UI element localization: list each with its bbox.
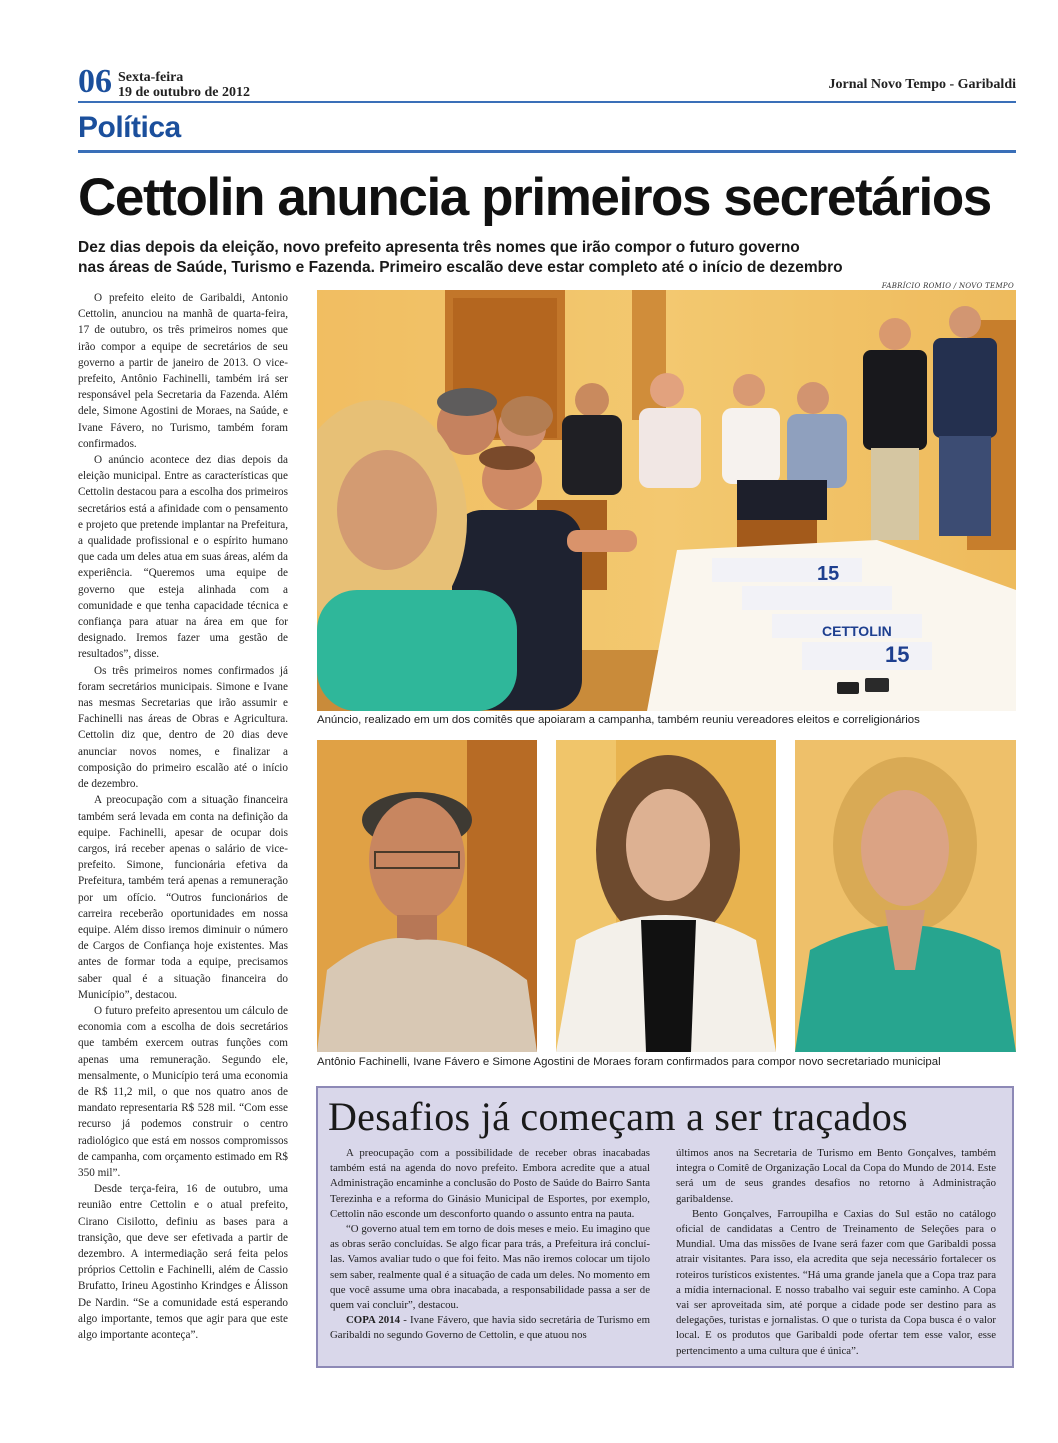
edition-date bbox=[118, 70, 250, 100]
main-photo bbox=[317, 290, 1016, 711]
copa-lead: COPA 2014 bbox=[346, 1314, 400, 1327]
portrait-moraes bbox=[795, 740, 1016, 1052]
copa-text: - Ivane Fávero, que havia sido secretária de Turismo em Garibaldi no segundo Governo de Cettolin, e que atuou nos bbox=[330, 1314, 651, 1342]
article-body bbox=[78, 290, 288, 1343]
standfirst-line-1: Dez dias depois da eleição, novo prefeito apresenta três nomes que irão compor o futuro governo bbox=[78, 239, 800, 256]
body-paragraph: Desde terça-feira, 16 de outubro, uma reunião entre Cettolin e o atual prefeito, Cirano Cisilotto, definiu as bases para a transição, que deve ser efetivada a partir de dezembro. A intermediação será feita pelos próprios Cettolin e Fachinelli, além de Cassio Brufatto, Irineu Agostinho Krindges e Álisson De Nardin. “Se a comunidade está esperando algo importante, temos que agir para que este algo importante aconteça”. bbox=[78, 1183, 288, 1341]
publication-name: Jornal Novo Tempo - Garibaldi bbox=[828, 77, 1016, 92]
body-paragraph: O futuro prefeito apresentou um cálculo de economia com a escolha de dois secretários que também exercem outras funções com apenas uma remuneração. Segundo ele, mensalmente, o Município terá uma economia de R$ 11,2 mil, o que nos quatro anos de mandato representaria R$ 528 mil. “Com esse recurso já podemos construir o centro radiológico que está em nossos compromissos de campanha, com orçamento estimado em R$ 350 mil”. bbox=[78, 1004, 288, 1179]
sidebar-paragraph: “O governo atual tem em torno de dois meses e meio. Eu imagino que as obras serão concluídas. Se algo ficar para trás, a Prefeitura irá concluí-las. Vamos avaliar tudo o que foi feito. Mas não iremos colocar um tijolo sem saber, realmente qual é a situação de cada um deles. No momento em que você assume uma obra inacabada, a responsabilidade passa a ser de quem vai concluir”, destacou. bbox=[330, 1223, 650, 1312]
meeting-scene bbox=[317, 290, 1016, 711]
body-paragraph: Os três primeiros nomes confirmados já foram secretários municipais. Simone e Ivane nas mesmas Secretarias que irão assumir e Fachinelli nas áreas de Obras e Agricultura. Cettolin diz que, dentro de 20 dias deve anunciar novos nomes, e finalizar a composição do primeiro escalão até o início de dezembro. bbox=[78, 664, 288, 791]
poster-name: CETTOLIN bbox=[822, 623, 892, 639]
body-paragraph: O prefeito eleito de Garibaldi, Antonio Cettolin, anunciou na manhã de quarta-feira, 17 de outubro, os três primeiros nomes que irão compor a equipe de secretários de seu governo a partir de janeiro de 2013. O vice-prefeito, Antônio Fachinelli, também irá ser responsável pela Secretaria da Fazenda. Além dele, Simone Agostini de Moraes, na Saúde, e Ivane Fávero, no Turismo, também foram confirmados. bbox=[78, 292, 288, 450]
photo-credit: FABRÍCIO ROMIO / NOVO TEMPO bbox=[881, 282, 1014, 290]
sidebar-paragraph bbox=[330, 1313, 650, 1343]
sidebar-title: Desafios já começam a ser traçados bbox=[328, 1094, 908, 1139]
sidebar-paragraph: últimos anos na Secretaria de Turismo em Bento Gonçalves, também integra o Comitê de Organização Local da Copa do Mundo de 2014. Este será um de seus grandes desafios no retorno à Administração garibaldense. bbox=[676, 1147, 996, 1205]
body-paragraph: O anúncio acontece dez dias depois da eleição municipal. Entre as características que Cettolin destacou para a escolha dos primeiros secretários está a afinidade com o pensamento e projeto que pretende implantar na Prefeitura, a qualidade profissional e o espírito humano que cada um deles atua em suas áreas, além da experiência. “Queremos uma equipe de governo que esteja alinhada com a comunidade e que tenha capacidade técnica e confiança para atuar na área em que for designado. Iremos fazer uma gestão de resultados”, disse. bbox=[78, 454, 288, 661]
weekday: Sexta-feira bbox=[118, 70, 184, 85]
portrait-woman-green bbox=[795, 740, 1016, 1052]
standfirst-line-2: nas áreas de Saúde, Turismo e Fazenda. Primeiro escalão deve estar completo até o início de dezembro bbox=[78, 258, 843, 276]
portrait-fachinelli bbox=[317, 740, 537, 1052]
section-title: Política bbox=[78, 111, 181, 144]
portrait-man bbox=[317, 740, 537, 1052]
poster-number: 15 bbox=[885, 642, 910, 667]
page-number: 06 bbox=[78, 63, 112, 100]
header-rule bbox=[78, 101, 1016, 103]
portraits-caption: Antônio Fachinelli, Ivane Fávero e Simone Agostini de Moraes foram confirmados para compor novo secretariado municipal bbox=[317, 1056, 941, 1068]
headline: Cettolin anuncia primeiros secretários bbox=[78, 168, 991, 227]
body-paragraph: A preocupação com a situação financeira também será levada em conta na definição da equipe. Fachinelli, apesar de ocupar dois cargos, irá receber apenas o salário de vice-prefeito. Simone, funcionária efetiva da Prefeitura, também terá apenas a remuneração por um ofício. “Outros funcionários de carreira receberão oportunidades em nossa equipe. Além disso iremos diminuir o número de Cargos de Confiança hoje existentes. Mas antes de formar toda a equipe, precisamos saber qual é a situação financeira do Município”, destacou. bbox=[78, 794, 288, 1001]
sidebar-paragraph: A preocupação com a possibilidade de receber obras inacabadas também está na agenda do novo prefeito. Embora acredite que a atual Administração encaminhe a conclusão do Posto de Saúde do Bairro Santa Terezinha e a reforma do Ginásio Municipal de Esportes, por exemplo, Cettolin não esconde um desconforto quando o assunto entra na pauta. bbox=[330, 1147, 650, 1220]
portrait-favero bbox=[556, 740, 776, 1052]
sidebar-column-2 bbox=[676, 1146, 996, 1359]
sidebar-column-1 bbox=[330, 1146, 650, 1344]
poster-number: 15 bbox=[817, 563, 840, 585]
date: 19 de outubro de 2012 bbox=[118, 85, 250, 100]
portrait-woman-white bbox=[556, 740, 776, 1052]
sidebar-paragraph: Bento Gonçalves, Farroupilha e Caxias do Sul estão no catálogo oficial de candidatas a Centro de Treinamento de Seleções para o Mundial. Uma das missões de Ivane será fazer com que Garibaldi possa atrair visitantes. Para isso, ela acredita que seja necessário fortalecer os roteiros turísticos existentes. “Há uma grande janela que a Copa traz para a mídia internacional. E nosso trabalho vai seguir este caminho. A Copa vai ser aproveitada sim, até porque a cidade pode ser destino para as delegações, turistas e jornalistas. O que o turista da Copa busca é o valor local. E os produtos que Garibaldi pode ofertar tem esse valor, esse pertencimento a uma cultura que é única”. bbox=[676, 1207, 996, 1357]
section-rule bbox=[78, 150, 1016, 153]
main-photo-caption: Anúncio, realizado em um dos comitês que apoiaram a campanha, também reuniu vereadores eleitos e correligionários bbox=[317, 714, 920, 726]
standfirst bbox=[78, 238, 1018, 277]
